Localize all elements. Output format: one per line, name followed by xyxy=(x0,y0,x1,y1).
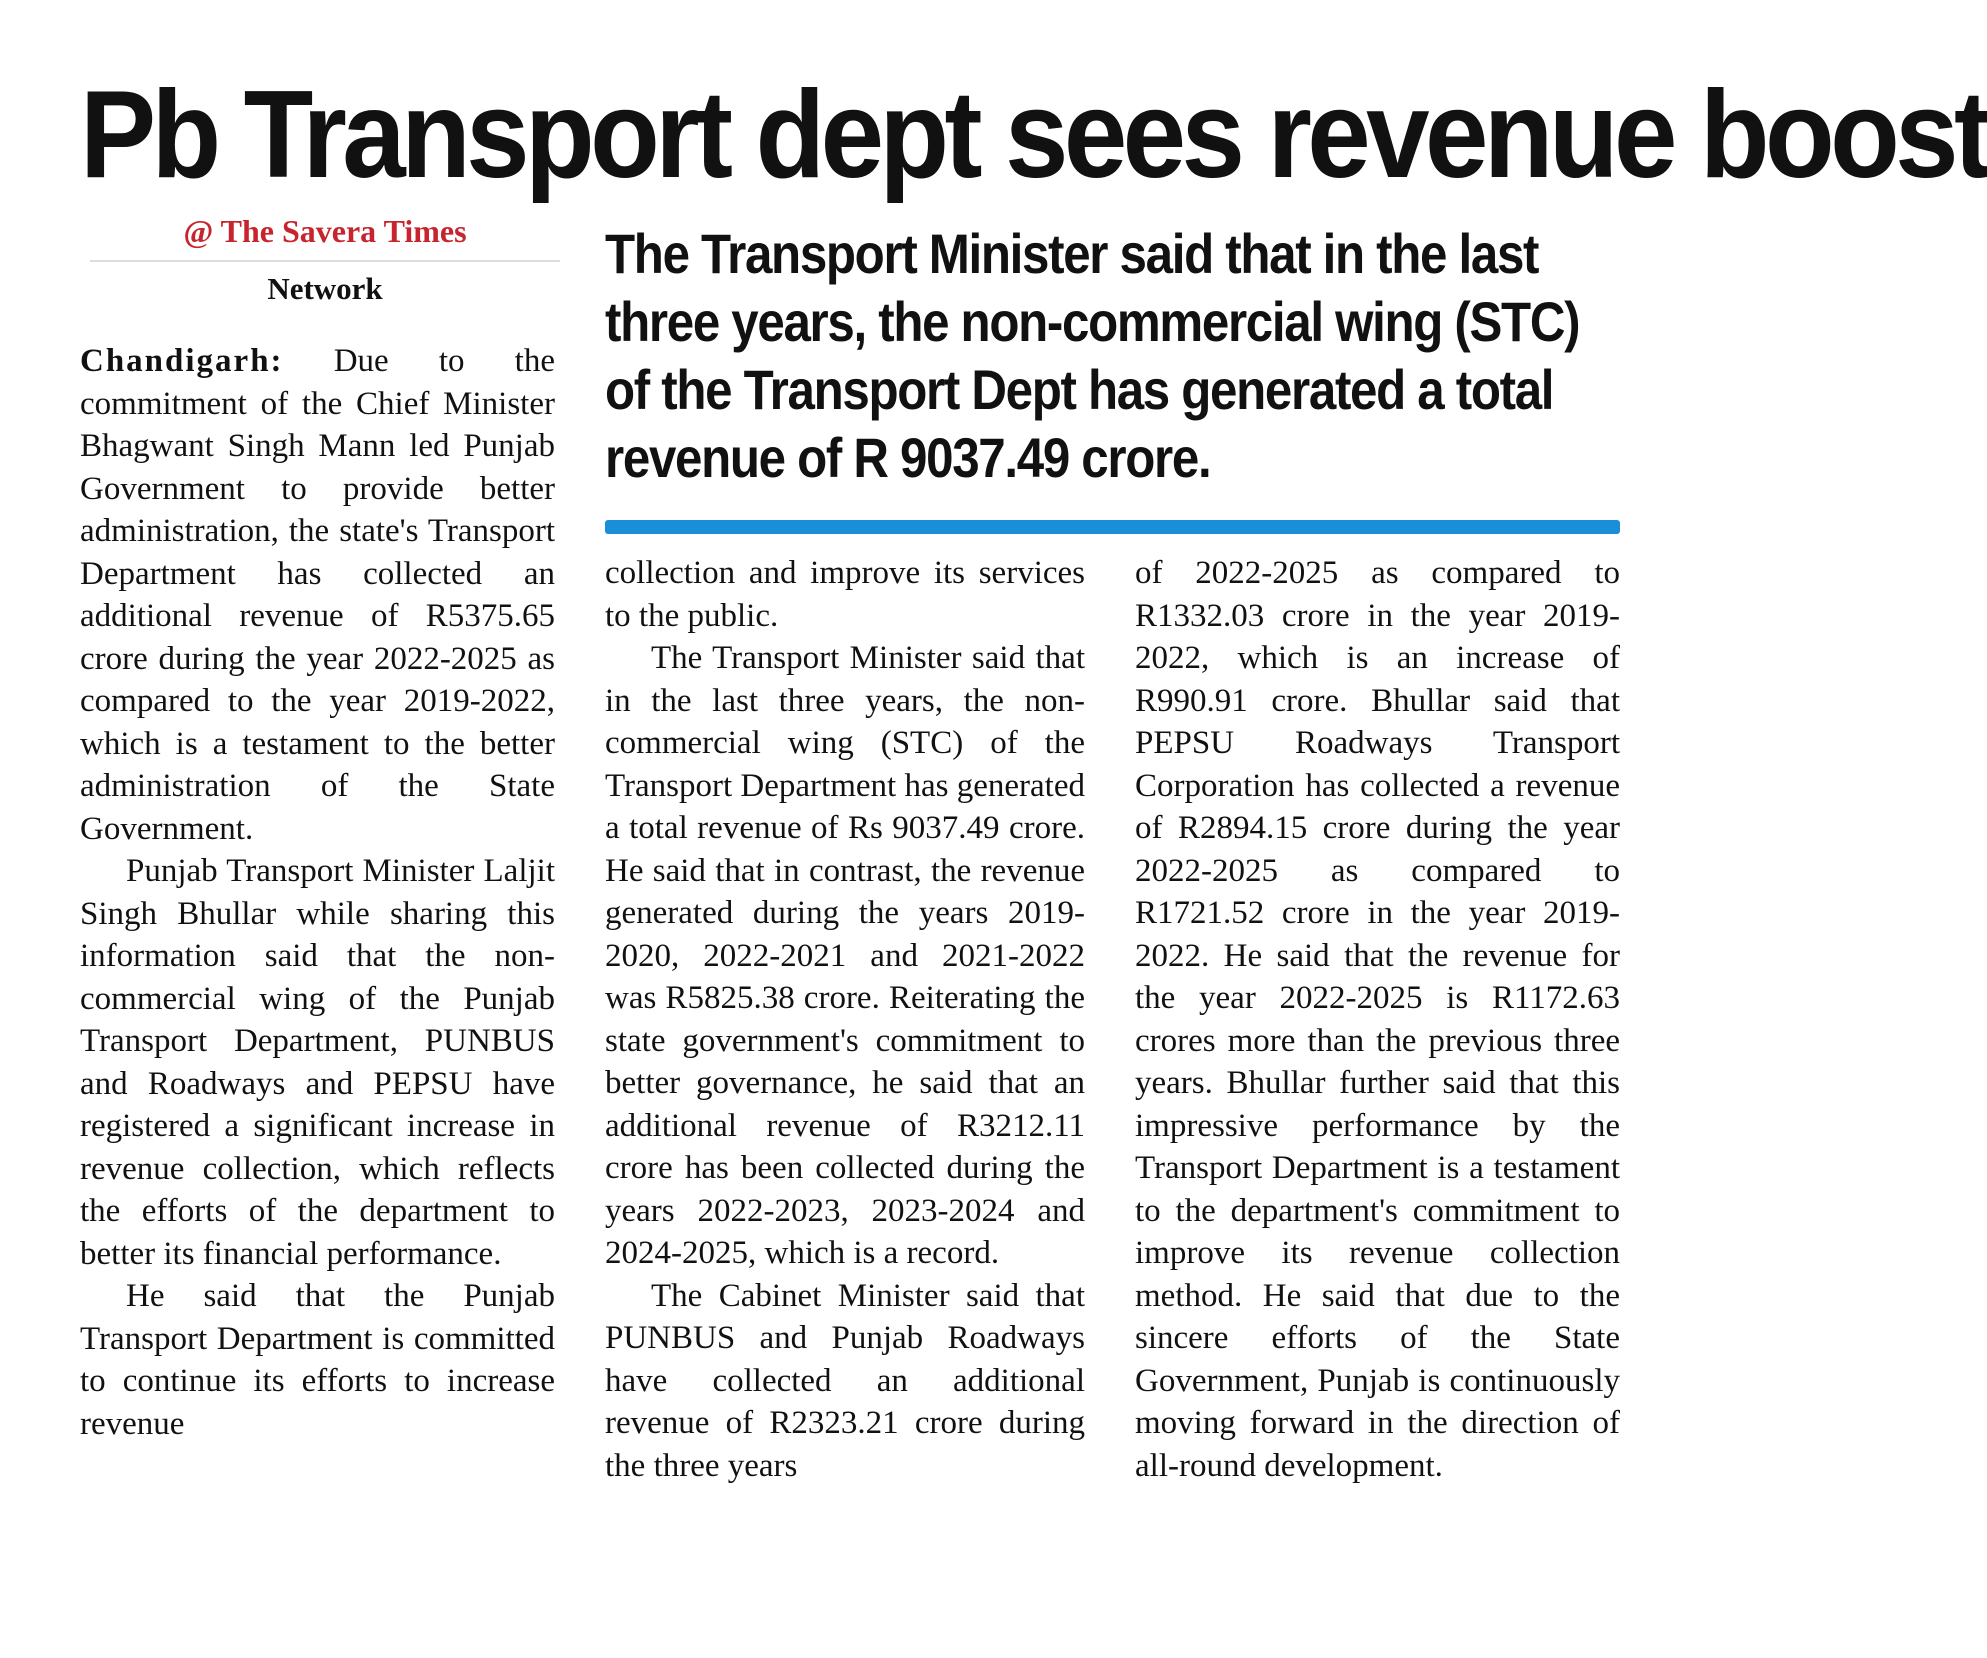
byline xyxy=(90,212,560,308)
dateline: Chandigarh: xyxy=(80,343,284,379)
pull-quote-line: revenue of R 9037.49 crore. xyxy=(605,426,1211,489)
article-paragraph: The Cabinet Minister said that PUNBUS and Punjab Roadways have collected an additional revenue of R2323.21 crore during the three years xyxy=(605,1277,1085,1484)
article-column-2 xyxy=(605,552,1085,1487)
article-paragraph: of 2022-2025 as compared to R1332.03 crore in the year 2019-2022, which is an increase of R990.91 crore. Bhullar said that PEPSU Roadways Transport Corporation has collected a revenue of R2894.15 crore during the year 2022-2025 as compared to R1721.52 crore in the year 2019-2022. He said that the revenue for the year 2022-2025 is R1172.63 crores more than the previous three years. Bhullar further said that this impressive performance by the Transport Department is a testament to the department's commitment to improve its revenue collection method. He said that due to the sincere efforts of the State Government, Punjab is continuously moving forward in the direction of all-round development. xyxy=(1135,555,1620,1484)
byline-network: Network xyxy=(267,271,383,306)
pull-quote-line: The Transport Minister said that in the last xyxy=(605,222,1539,285)
article-column-3 xyxy=(1135,552,1620,1487)
article-paragraph: collection and improve its services to the public. xyxy=(605,555,1085,634)
article-paragraph xyxy=(80,340,555,850)
headline: Pb Transport dept sees revenue boost xyxy=(80,66,1987,204)
pull-quote-divider xyxy=(605,520,1620,534)
byline-source: @ The Savera Times xyxy=(90,212,560,262)
article-paragraph: Punjab Transport Minister Laljit Singh Bhullar while sharing this information said that the non-commercial wing of the Punjab Transport Department, PUNBUS and Roadways and PEPSU have registered a significant increase in revenue collection, which reflects the efforts of the department to better its financial performance. xyxy=(80,853,555,1272)
article-paragraph: He said that the Punjab Transport Department is committed to continue its efforts to increase revenue xyxy=(80,1278,555,1442)
pull-quote-line: three years, the non-commercial wing (STC) xyxy=(605,290,1580,353)
paragraph-text: Due to the commitment of the Chief Minister Bhagwant Singh Mann led Punjab Government to provide better administration, the state's Transport Department has collected an additional revenue of R5375.65 crore during the year 2022-2025 as compared to the year 2019-2022, which is a testament to the better administration of the State Government. xyxy=(80,343,555,847)
article-column-1 xyxy=(80,340,555,1445)
pull-quote xyxy=(605,220,1625,492)
pull-quote-line: of the Transport Dept has generated a total xyxy=(605,358,1554,421)
article-paragraph: The Transport Minister said that in the last three years, the non-commercial wing (STC) of the Transport Department has generated a total revenue of Rs 9037.49 crore. He said that in contrast, the revenue generated during the years 2019-2020, 2022-2021 and 2021-2022 was R5825.38 crore. Reiterating the state government's commitment to better governance, he said that an additional revenue of R3212.11 crore has been collected during the years 2022-2023, 2023-2024 and 2024-2025, which is a record. xyxy=(605,640,1085,1271)
